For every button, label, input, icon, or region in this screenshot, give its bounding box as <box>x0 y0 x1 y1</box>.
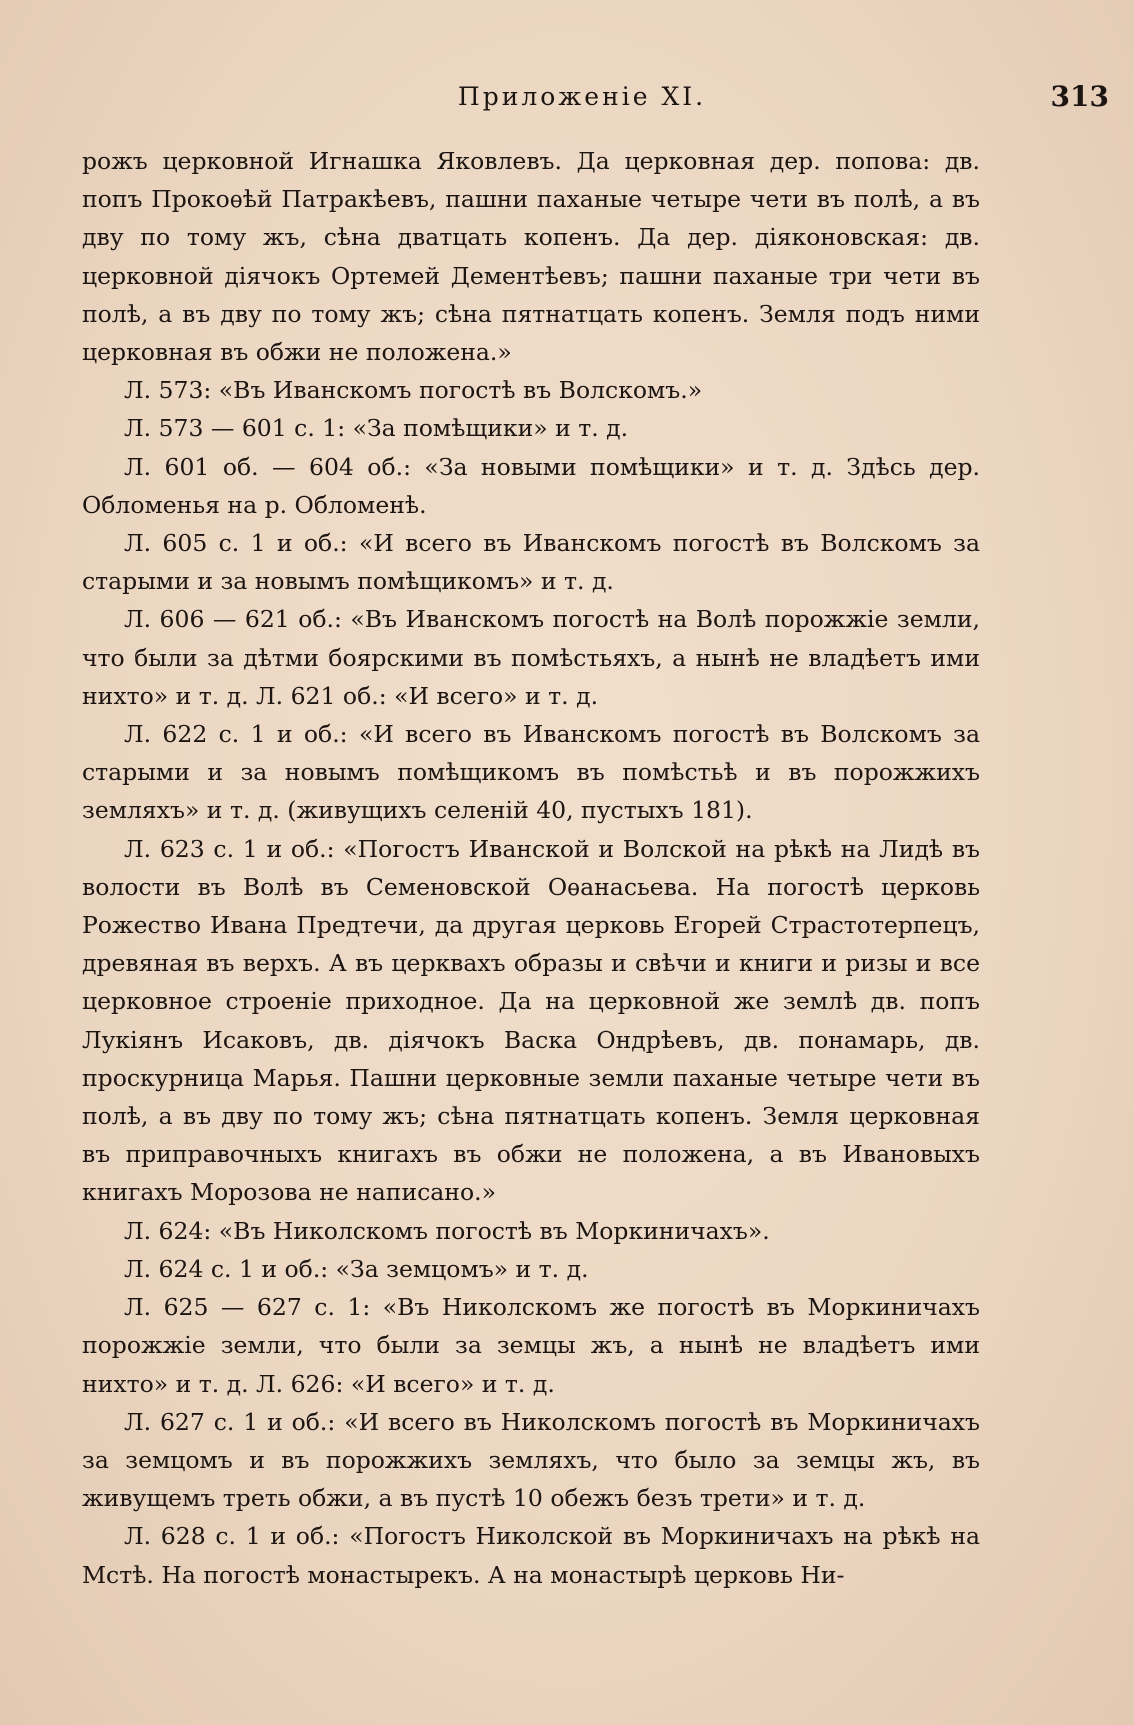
paragraph: Л. 624: «Въ Николскомъ погостѣ въ Моркиничахъ». <box>124 1216 770 1245</box>
paragraph: Л. 605 с. 1 и об.: «И всего въ Иванскомъ погостѣ въ Волскомъ за старыми и за новымъ помѣщикомъ» и т. д. <box>82 529 980 596</box>
paragraph: Л. 625 — 627 с. 1: «Въ Николскомъ же погостѣ въ Моркиничахъ порожжіе земли, что были за земцы жъ, а нынѣ не владѣетъ ими нихто» и т. д. Л. 626: «И всего» и т. д. <box>82 1293 980 1398</box>
paragraph: Л. 601 об. — 604 об.: «За новыми помѣщики» и т. д. Здѣсь дер. Обломенья на р. Обломенѣ. <box>82 452 980 519</box>
paragraph: Л. 628 с. 1 и об.: «Погостъ Николской въ Моркиничахъ на рѣкѣ на Мстѣ. На погостѣ монастырекъ. А на монастырѣ церковь Ни- <box>82 1522 980 1589</box>
header-title: Приложеніе XI. <box>457 82 707 111</box>
paragraph: Л. 627 с. 1 и об.: «И всего въ Николскомъ погостѣ въ Моркиничахъ за земцомъ и въ порожжихъ земляхъ, что было за земцы жъ, въ живущемъ треть обжи, а въ пустѣ 10 обежъ безъ трети» и т. д. <box>82 1407 980 1513</box>
body-text <box>82 142 980 1594</box>
paragraph-continuation: рожъ церковной Игнашка Яковлевъ. Да церковная дер. попова: дв. попъ Прокоѳѣй Патракѣевъ, пашни паханые четыре чети въ полѣ, а въ дву по тому жъ, сѣна дватцать копенъ. Да дер. діяконовская: дв. церковной діячокъ Ортемей Дементѣевъ; пашни паханые три чети въ полѣ, а въ дву по тому жъ; сѣна пятнатцать копенъ. Земля подъ ними церковная въ обжи не положена.» <box>82 147 980 367</box>
paragraph: Л. 624 с. 1 и об.: «За земцомъ» и т. д. <box>124 1254 589 1283</box>
paragraph: Л. 573 — 601 с. 1: «За помѣщики» и т. д. <box>124 414 629 443</box>
page-number: 313 <box>1050 80 1109 113</box>
paragraph: Л. 573: «Въ Иванскомъ погостѣ въ Волскомъ.» <box>124 376 703 405</box>
paragraph: Л. 622 с. 1 и об.: «И всего въ Иванскомъ погостѣ въ Волскомъ за старыми и за новымъ помѣщикомъ въ помѣстьѣ и въ порожжихъ земляхъ» и т. д. (живущихъ селеній 40, пустыхъ 181). <box>82 720 980 825</box>
paragraph: Л. 606 — 621 об.: «Въ Иванскомъ погостѣ на Волѣ порожжіе земли, что были за дѣтми боярскими въ помѣстьяхъ, а нынѣ не владѣетъ ими нихто» и т. д. Л. 621 об.: «И всего» и т. д. <box>82 605 980 710</box>
paragraph: Л. 623 с. 1 и об.: «Погостъ Иванской и Волской на рѣкѣ на Лидѣ въ волости въ Волѣ въ Семеновской Оѳанасьева. На погостѣ церковь Рожество Ивана Предтечи, да другая церковь Егорей Страстотерпецъ, древяная въ верхъ. А въ церквахъ образы и свѣчи и книги и ризы и все церковное строеніе приходное. Да на церковной же землѣ дв. попъ Лукіянъ Исаковъ, дв. діячокъ Васка Ондрѣевъ, дв. понамарь, дв. проскурница Марья. Пашни церковные земли паханые четыре чети въ полѣ, а въ дву по тому жъ; сѣна пятнатцать копенъ. Земля церковная въ приправочныхъ книгахъ въ обжи не положена, а въ Ивановыхъ книгахъ Морозова не написано.» <box>82 834 980 1207</box>
running-header <box>80 80 1109 120</box>
